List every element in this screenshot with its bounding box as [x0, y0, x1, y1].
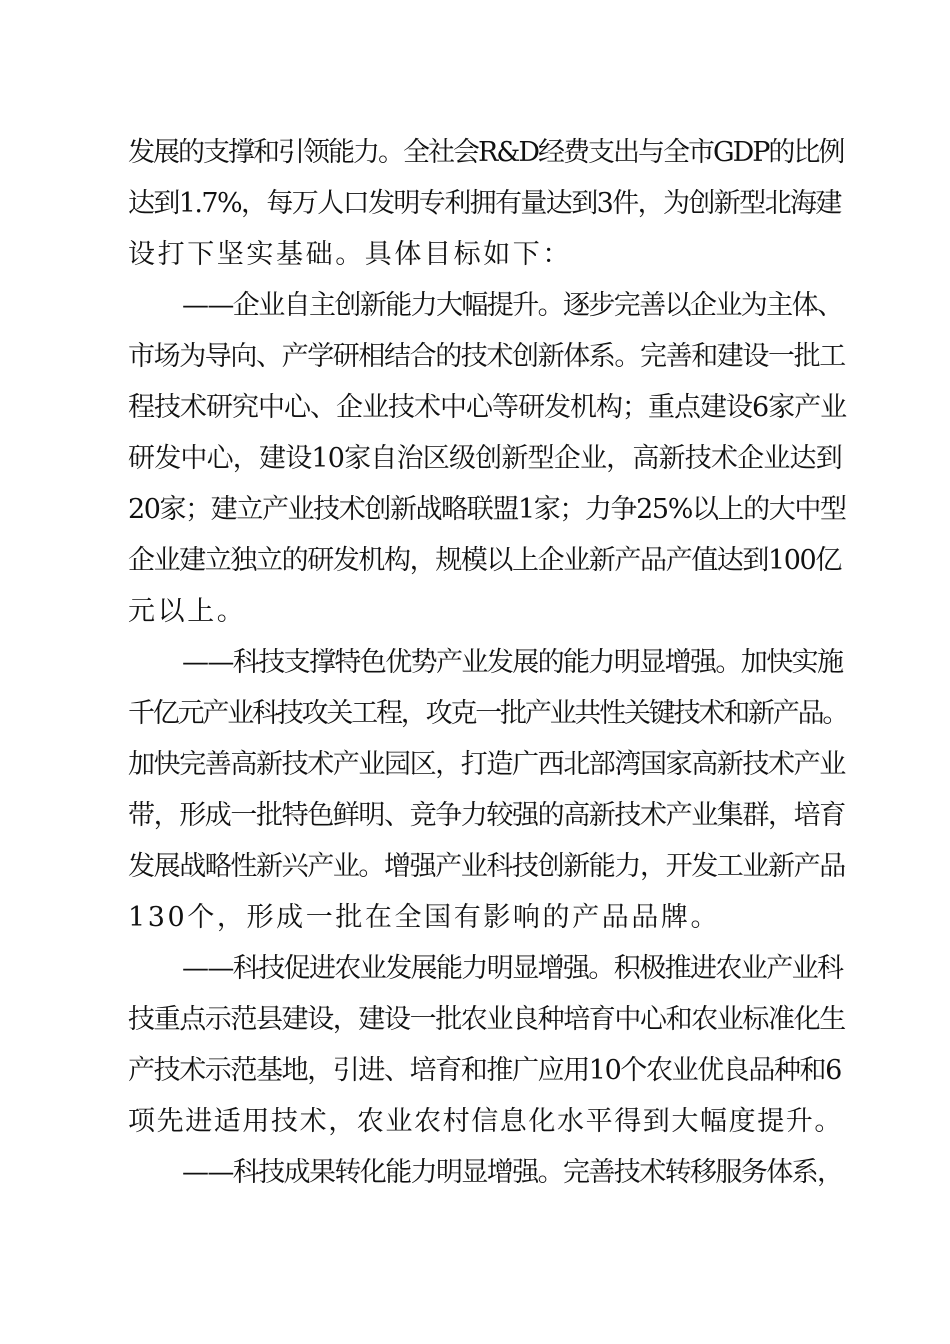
text-line: 市场为导向、产学研相结合的技术创新体系。完善和建设一批工	[128, 341, 845, 372]
text-line: 产技术示范基地，引进、培育和推广应用10个农业优良品种和6	[128, 1055, 841, 1086]
text-line: 20家；建立产业技术创新战略联盟1家；力争25%以上的大中型	[128, 494, 846, 525]
text-line: 加快完善高新技术产业园区，打造广西北部湾国家高新技术产业	[128, 749, 845, 780]
text-line: 发展战略性新兴产业。增强产业科技创新能力，开发工业新产品	[128, 851, 845, 882]
text-line: 千亿元产业科技攻关工程，攻克一批产业共性关键技术和新产品。	[128, 698, 848, 729]
text-line: 设打下坚实基础。具体目标如下：	[128, 239, 572, 270]
paragraph-start-line: ——科技支撑特色优势产业发展的能力明显增强。加快实施	[182, 647, 843, 678]
text-line: 企业建立独立的研发机构，规模以上企业新产品产值达到100亿	[128, 545, 841, 576]
text-line: 达到1.7%，每万人口发明专利拥有量达到3件，为创新型北海建	[128, 188, 841, 219]
text-line: 项先进适用技术，农业农村信息化水平得到大幅度提升。	[128, 1106, 843, 1137]
text-line: 研发中心，建设10家自治区级创新型企业，高新技术企业达到	[128, 443, 842, 474]
text-line: 程技术研究中心、企业技术中心等研发机构；重点建设6家产业	[128, 392, 847, 423]
text-line: 元以上。	[128, 596, 247, 627]
text-line: 130个，形成一批在全国有影响的产品品牌。	[128, 902, 721, 933]
text-line: 技重点示范县建设，建设一批农业良种培育中心和农业标准化生	[128, 1004, 845, 1035]
paragraph-start-line: ——科技促进农业发展能力明显增强。积极推进农业产业科	[182, 953, 843, 984]
paragraph-start-line: ——科技成果转化能力明显增强。完善技术转移服务体系，	[182, 1157, 843, 1188]
text-line: 发展的支撑和引领能力。全社会R&D经费支出与全市GDP的比例	[128, 137, 844, 168]
paragraph-start-line: ——企业自主创新能力大幅提升。逐步完善以企业为主体、	[182, 290, 843, 321]
text-line: 带，形成一批特色鲜明、竞争力较强的高新技术产业集群，培育	[128, 800, 845, 831]
